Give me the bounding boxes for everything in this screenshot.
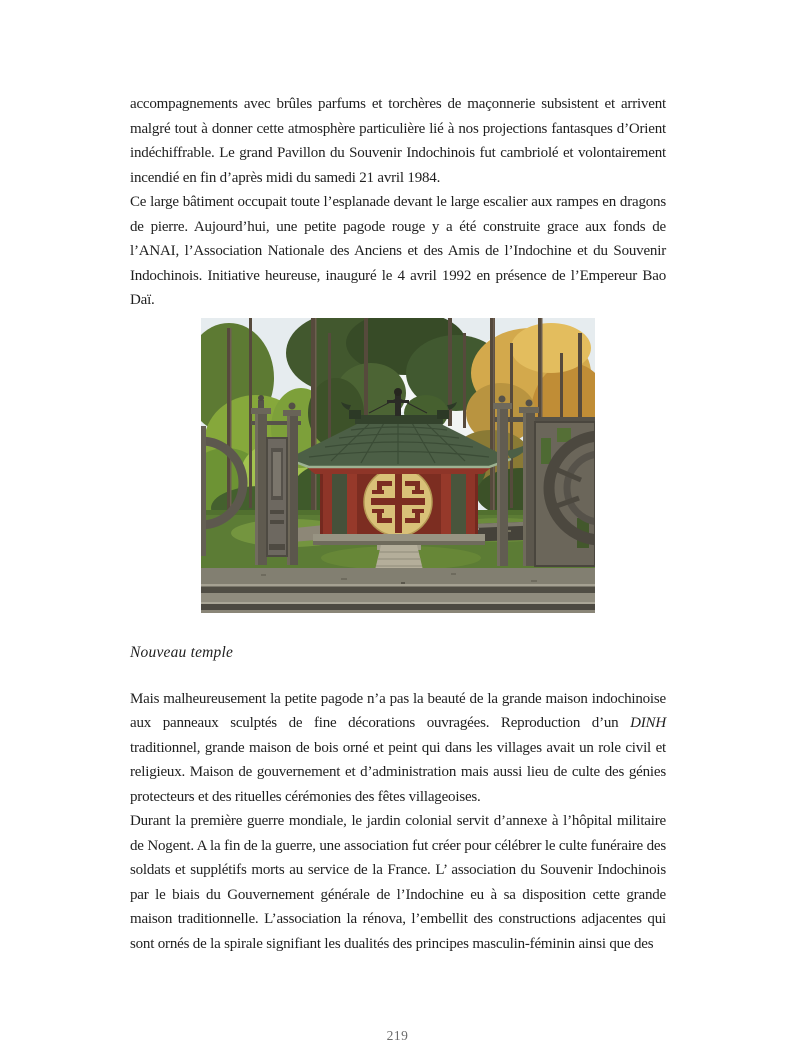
paragraph-4: Durant la première guerre mondiale, le jardin colonial servit d’annexe à l’hôpital militaire de Nogent. A la fin de la guerre, une association fut créer pour célébrer le culte funéraire des soldats et supplétifs morts au service de la France. L’ association du Souvenir Indochinois par le biais du Gouvernement générale de l’Indochine eu à sa disposition cette grande maison traditionnelle. L’association la rénova, l’embellit des constructions adjacentes qui sont ornés de la spirale signifiant les dualités des principes masculin-féminin ainsi que des: [130, 813, 666, 952]
paragraph-3-text-before: Mais malheureusement la petite pagode n’a pas la beauté de la grande maison indochinoise aux panneaux sculptés de fine décorations ouvragées. Reproduction d’un: [130, 690, 666, 731]
text-column: [130, 92, 666, 956]
page-number: 219: [386, 1028, 409, 1043]
paragraph-3: [130, 687, 666, 810]
paragraph-1: accompagnements avec brûles parfums et torchères de maçonnerie subsistent et arrivent malgré tout à donner cette atmosphère particulière lié à nos projections fantasques d’Orient indéchiffrable. Le grand Pavillon du Souvenir Indochinois fut cambriolé et volontairement incendié en fin d’après midi du samedi 21 avril 1984.: [130, 96, 666, 186]
pagoda-photo: [130, 318, 666, 613]
paragraph-2: Ce large bâtiment occupait toute l’esplanade devant le large escalier aux rampes en dragons de pierre. Aujourd’hui, une petite pagode rouge y a été construite grace aux fonds de l’ANAI, l’Association Nationale des Anciens et des Amis de l’Indochine et du Souvenir Indochinois. Initiative heureuse, inauguré le 4 avril 1992 en présence de l’Empereur Bao Daï.: [130, 194, 666, 308]
section-heading: Nouveau temple: [130, 643, 234, 661]
paragraph-3-text-after: traditionnel, grande maison de bois orné et peint qui dans les villages avait un role civil et religieux. Maison de gouvernement et d’administration mais aussi lieu de culte des génies protecteurs et des rituelles cérémonies des fêtes villageoises.: [130, 739, 666, 805]
italic-term-dinh: DINH: [630, 715, 666, 731]
pagoda-photo-image: [201, 318, 595, 613]
